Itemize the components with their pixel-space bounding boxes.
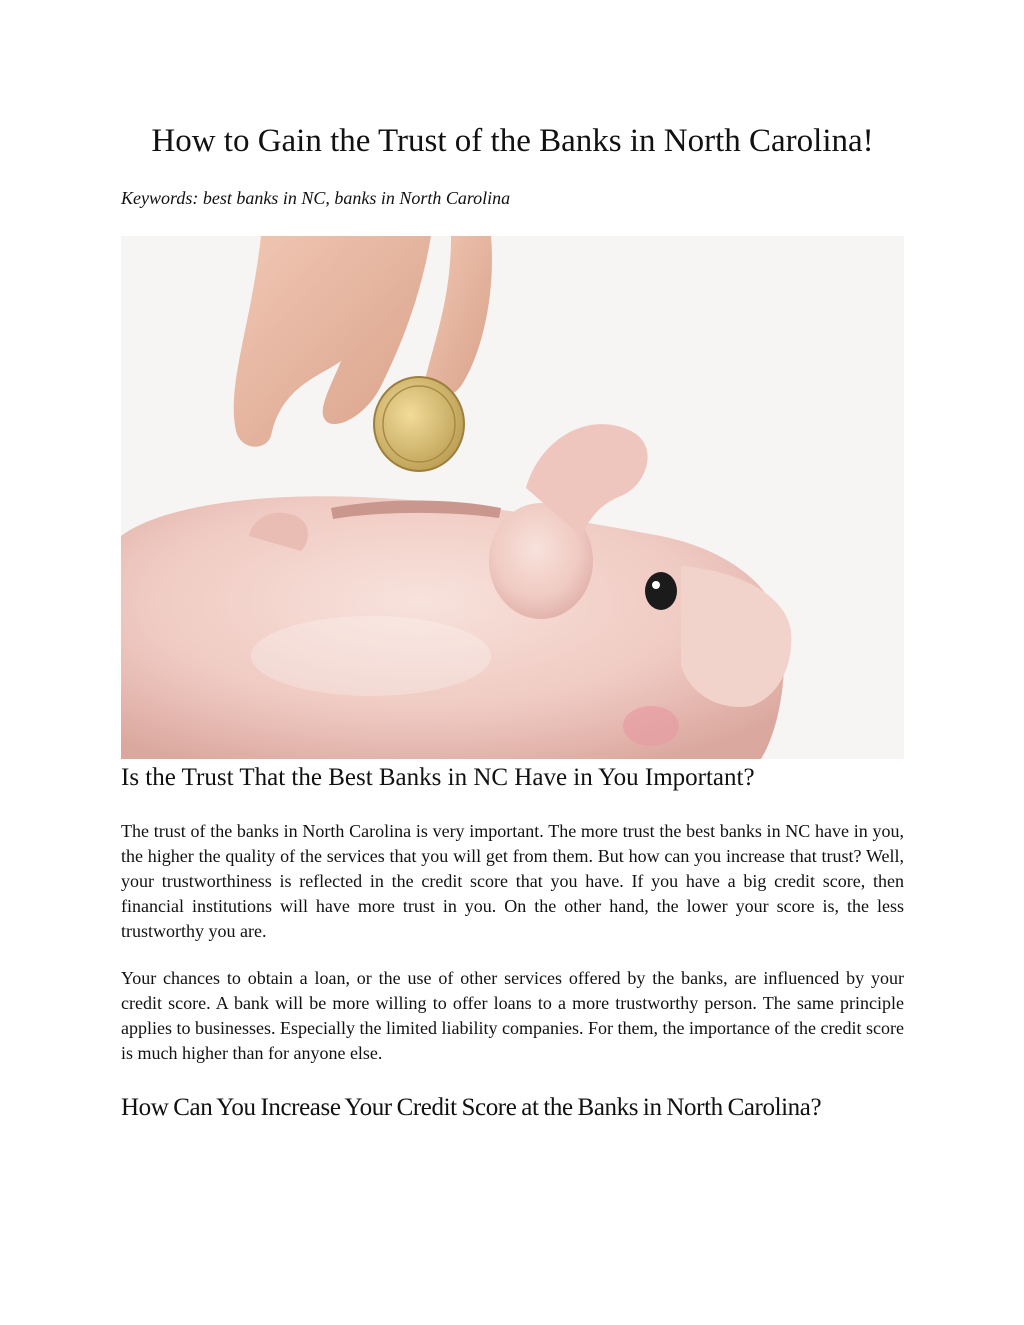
piggy-bank-illustration [121,236,904,759]
piggy-bank-image [121,236,904,759]
keywords-line: Keywords: best banks in NC, banks in North Carolina [121,188,511,208]
section-heading-trust: Is the Trust That the Best Banks in NC Have in You Important? [121,764,755,791]
paragraph-credit-score: Your chances to obtain a loan, or the use of other services offered by the banks, are influenced by your credit score. A bank will be more willing to offer loans to a more trustworthy person. The same principle applies to businesses. Especially the limited liability companies. For them, the importance of the credit score is much higher than for anyone else. [121,968,904,1063]
section-heading-increase-score: How Can You Increase Your Credit Score at the Banks in North Carolina? [121,1094,822,1121]
page-title: How to Gain the Trust of the Banks in North Carolina! [151,123,874,159]
paragraph-trust: The trust of the banks in North Carolina is very important. The more trust the best banks in NC have in you, the higher the quality of the services that you will get from them. But how can you increase that trust? Well, your trustworthiness is reflected in the credit score that you have. If you have a big credit score, then financial institutions will have more trust in you. On the other hand, the lower your score is, the less trustworthy you are. [121,821,904,941]
